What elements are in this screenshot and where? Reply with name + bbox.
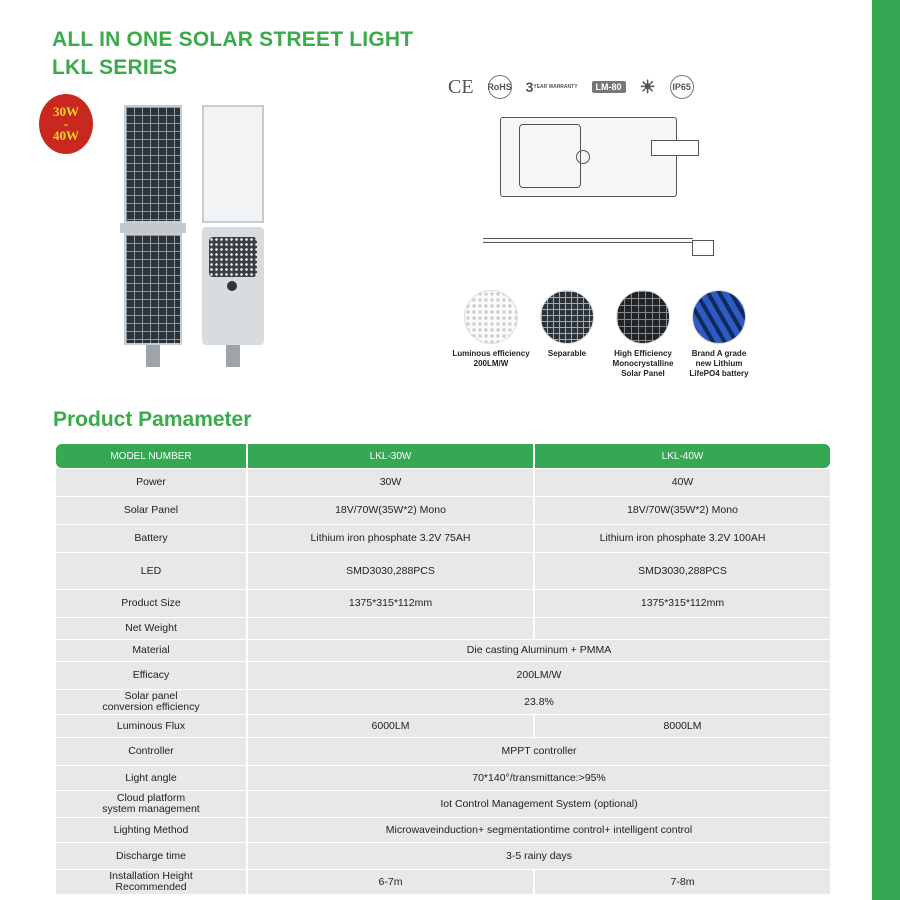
row-label: Discharge time <box>56 843 246 869</box>
cell-40w <box>535 618 830 639</box>
row-label: LED <box>56 553 246 589</box>
cell-shared: Iot Control Management System (optional) <box>248 791 830 817</box>
table-row <box>56 618 830 639</box>
header-40w: LKL-40W <box>535 444 830 468</box>
row-label: Solar Panel <box>56 497 246 524</box>
cell-30w: 30W <box>248 469 533 496</box>
page-title <box>52 26 413 82</box>
cell-40w: 40W <box>535 469 830 496</box>
side-view-drawing <box>483 238 693 243</box>
table-row <box>56 469 830 496</box>
row-label: Controller <box>56 738 246 765</box>
row-label-line-2: Recommended <box>115 881 187 893</box>
row-label-line-1: Cloud platform <box>116 792 186 804</box>
row-label <box>56 690 246 714</box>
table-row <box>56 843 830 869</box>
feature-battery <box>674 290 764 379</box>
warranty-number: 3 <box>525 79 534 95</box>
top-view-drawing <box>500 117 677 197</box>
panel-hinge <box>120 223 186 233</box>
table-row <box>56 690 830 714</box>
drawing-sensor <box>576 150 590 164</box>
right-accent-bar <box>872 0 900 900</box>
cell-30w: 1375*315*112mm <box>248 590 533 617</box>
cell-40w: 18V/70W(35W*2) Mono <box>535 497 830 524</box>
table-row <box>56 818 830 842</box>
cell-shared: 200LM/W <box>248 662 830 689</box>
cell-40w: 8000LM <box>535 715 830 737</box>
led-module <box>209 237 257 277</box>
row-label: Product Size <box>56 590 246 617</box>
cell-30w: SMD3030,288PCS <box>248 553 533 589</box>
drawing-bracket <box>651 140 699 156</box>
sensor-dot <box>227 281 237 291</box>
row-label <box>56 870 246 894</box>
cell-30w: 6-7m <box>248 870 533 894</box>
cell-shared: 23.8% <box>248 690 830 714</box>
solar-panel-top <box>124 105 182 223</box>
cell-40w: Lithium iron phosphate 3.2V 100AH <box>535 525 830 552</box>
drawing-lamp-window <box>519 124 581 188</box>
row-label: Luminous Flux <box>56 715 246 737</box>
table-row <box>56 590 830 617</box>
cell-30w: 18V/70W(35W*2) Mono <box>248 497 533 524</box>
row-label-line-1: Installation Height <box>109 870 193 882</box>
row-label: Material <box>56 640 246 661</box>
ip-rating-icon <box>670 75 694 99</box>
cell-shared: Die casting Aluminum + PMMA <box>248 640 830 661</box>
header-30w: LKL-30W <box>248 444 533 468</box>
rohs-icon <box>488 75 512 99</box>
table-row <box>56 715 830 737</box>
warranty-icon <box>526 76 578 98</box>
warranty-text: YEAR WARRANTY <box>533 84 578 90</box>
pole-mount <box>146 345 160 367</box>
product-image-lamp-side <box>200 105 266 367</box>
cell-40w: 1375*315*112mm <box>535 590 830 617</box>
table-row <box>56 553 830 589</box>
wattage-badge <box>39 94 93 154</box>
row-label: Efficacy <box>56 662 246 689</box>
row-label-line-2: system management <box>102 803 200 815</box>
cell-shared: 3-5 rainy days <box>248 843 830 869</box>
cell-40w: 7-8m <box>535 870 830 894</box>
feature-1-line-1: Luminous efficiency <box>452 349 530 358</box>
cell-30w <box>248 618 533 639</box>
row-label: Lighting Method <box>56 818 246 842</box>
rohs-label: RoHS <box>487 82 512 92</box>
table-row <box>56 791 830 817</box>
table-row <box>56 497 830 524</box>
feature-3-line-2: Monocrystalline <box>612 359 674 368</box>
section-title: Product Pamameter <box>53 408 252 431</box>
ce-mark-icon: CE <box>448 76 474 98</box>
solar-panel-bottom <box>124 233 182 345</box>
led-chip-icon <box>464 290 518 344</box>
title-line-1: ALL IN ONE SOLAR STREET LIGHT <box>52 28 414 51</box>
lm80-icon: LM-80 <box>592 81 626 93</box>
row-label-line-2: conversion efficiency <box>102 701 200 713</box>
table-header-row <box>56 444 830 468</box>
lamp-back-panel <box>202 105 264 223</box>
feature-4-line-2: new Lithium <box>695 359 743 368</box>
feature-2-line-1: Separable <box>547 349 587 358</box>
row-label <box>56 791 246 817</box>
badge-line-3: 40W <box>53 128 79 143</box>
header-model: MODEL NUMBER <box>56 444 246 468</box>
cell-30w: Lithium iron phosphate 3.2V 75AH <box>248 525 533 552</box>
feature-4-line-3: LifePO4 battery <box>689 369 749 378</box>
row-label-line-1: Solar panel <box>124 690 178 702</box>
side-view-bracket <box>692 240 714 256</box>
certification-row <box>448 75 694 99</box>
cell-shared: Microwaveinduction+ segmentationtime control+ intelligent control <box>248 818 830 842</box>
cell-30w: 6000LM <box>248 715 533 737</box>
feature-4-line-1: Brand A grade <box>691 349 747 358</box>
row-label: Net Weight <box>56 618 246 639</box>
row-label: Power <box>56 469 246 496</box>
parameter-table <box>54 443 832 895</box>
row-label: Battery <box>56 525 246 552</box>
cell-shared: MPPT controller <box>248 738 830 765</box>
table-row <box>56 870 830 894</box>
separable-panel-icon <box>540 290 594 344</box>
badge-line-2: - <box>63 116 69 131</box>
feature-3-line-3: Solar Panel <box>621 369 665 378</box>
solar-sun-icon: ☀ <box>639 77 656 97</box>
battery-icon <box>692 290 746 344</box>
pole-mount-lamp <box>226 345 240 367</box>
table-row <box>56 525 830 552</box>
row-label: Light angle <box>56 766 246 790</box>
ip-rating-label: IP65 <box>672 82 691 92</box>
product-image-solar-side <box>120 105 186 367</box>
title-line-2: LKL SERIES <box>52 56 178 79</box>
table-row <box>56 662 830 689</box>
table-row <box>56 738 830 765</box>
table-row <box>56 766 830 790</box>
cell-shared: 70*140°/transmittance:>95% <box>248 766 830 790</box>
table-row <box>56 640 830 661</box>
feature-3-line-1: High Efficiency <box>614 349 672 358</box>
feature-1-line-2: 200LM/W <box>473 359 509 368</box>
badge-line-1: 30W <box>53 104 79 119</box>
cell-40w: SMD3030,288PCS <box>535 553 830 589</box>
solar-cell-icon <box>616 290 670 344</box>
